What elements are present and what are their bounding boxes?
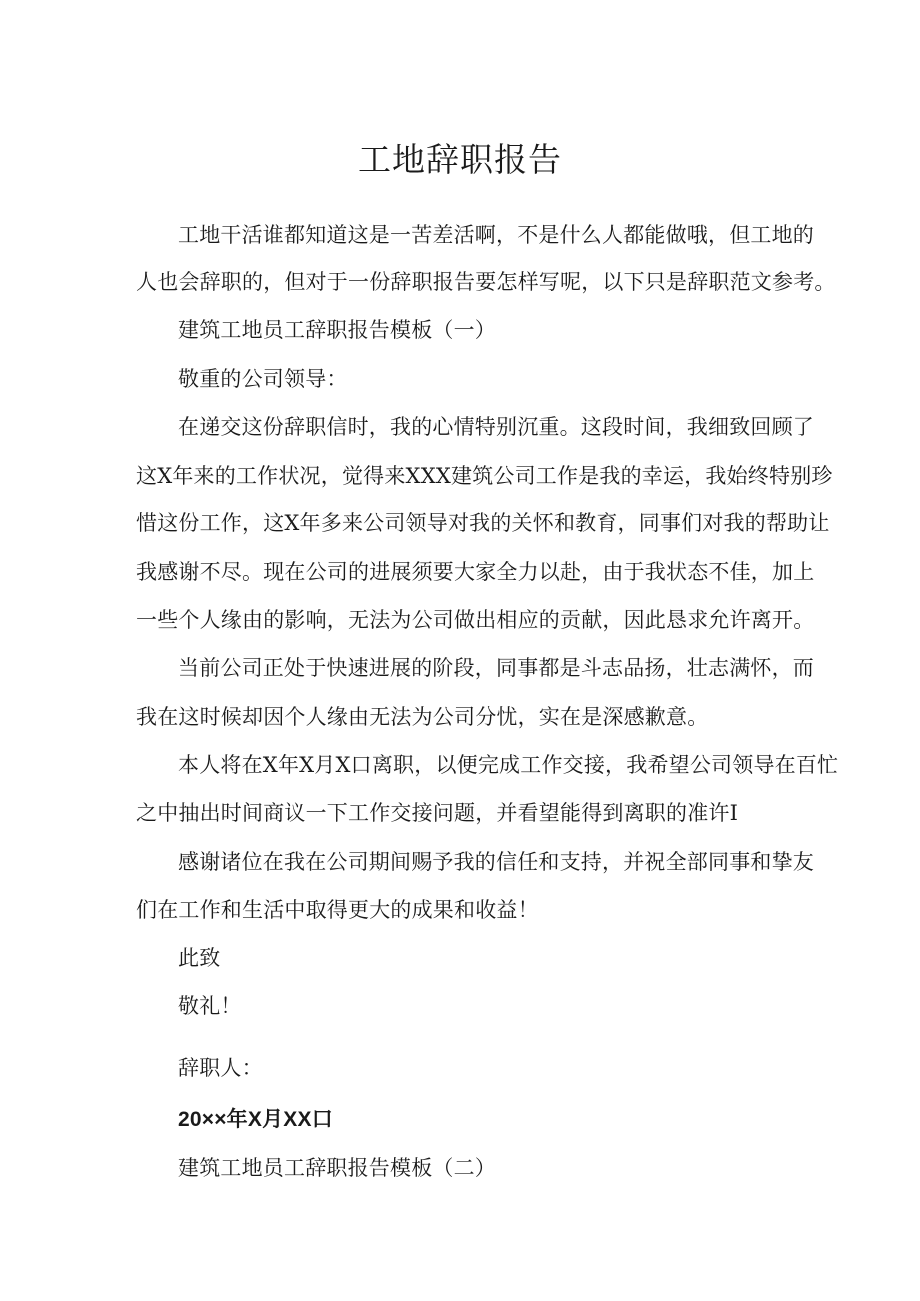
- date-line: 20××年X月XX口: [178, 1108, 333, 1131]
- body-line-3: 惜这份工作，这X年多来公司领导对我的关怀和教育，同事们对我的帮助让: [136, 511, 830, 535]
- closing-2: 敬礼！: [178, 994, 242, 1018]
- salutation: 敬重的公司领导：: [178, 367, 348, 391]
- body-line-9: 之中抽出时间商议一下工作交接问题，并看望能得到离职的准许I: [136, 801, 739, 825]
- document-title: 工地辞职报告: [358, 140, 562, 179]
- body-line-5: 一些个人缘由的影响，无法为公司做出相应的贡献，因此恳求允许离开。: [136, 608, 815, 632]
- body-line-1: 在递交这份辞职信时，我的心情特别沉重。这段时间，我细致回顾了: [178, 415, 814, 439]
- body-line-7: 我在这时候却因个人缘由无法为公司分忧，实在是深感歉意。: [136, 705, 709, 729]
- body-line-10: 感谢诸位在我在公司期间赐予我的信任和支持，并祝全部同事和挚友: [178, 850, 814, 874]
- body-line-11: 们在工作和生活中取得更大的成果和收益！: [136, 898, 539, 922]
- body-line-6: 当前公司正处于快速进展的阶段，同事都是斗志品扬，壮志满怀，而: [178, 656, 814, 680]
- template-heading-2: 建筑工地员工辞职报告模板（二）: [178, 1156, 496, 1180]
- template-heading-1: 建筑工地员工辞职报告模板（一）: [178, 318, 496, 342]
- intro-line-1: 工地干活谁都知道这是一苦差活啊，不是什么人都能做哦，但工地的: [178, 223, 814, 247]
- signature-label: 辞职人：: [178, 1056, 263, 1080]
- intro-line-2: 人也会辞职的，但对于一份辞职报告要怎样写呢，以下只是辞职范文参考。: [136, 270, 836, 294]
- body-line-8: 本人将在X年X月X口离职，以便完成工作交接，我希望公司领导在百忙: [178, 753, 839, 777]
- body-line-4: 我感谢不尽。现在公司的进展须要大家全力以赴，由于我状态不佳，加上: [136, 560, 815, 584]
- closing-1: 此致: [178, 946, 221, 970]
- body-line-2: 这X年来的工作状况，觉得来XXX建筑公司工作是我的幸运，我始终特别珍: [136, 464, 833, 488]
